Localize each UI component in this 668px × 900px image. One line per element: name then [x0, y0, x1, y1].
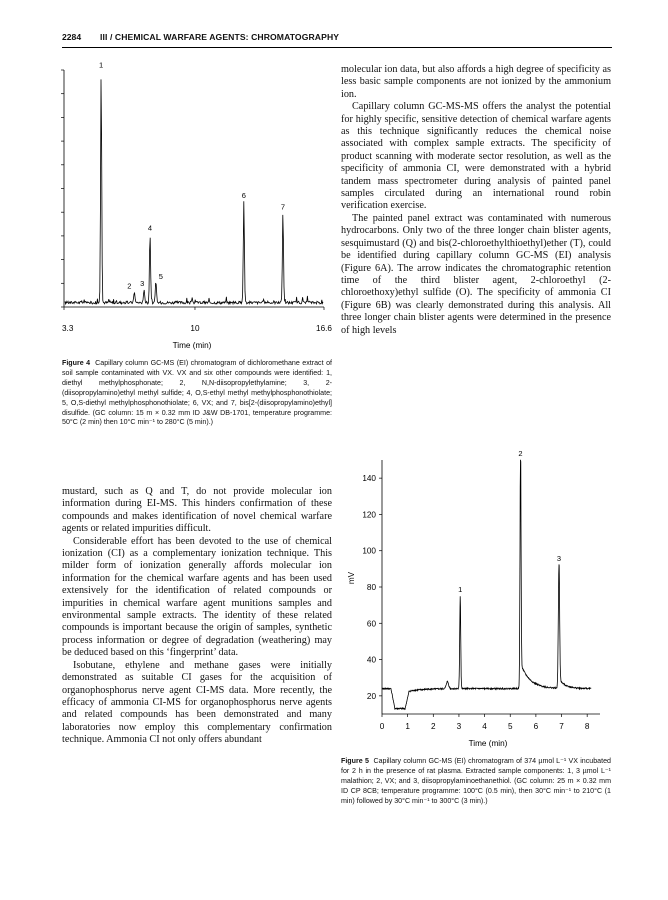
figure-4-peak-labels — [99, 61, 285, 291]
figure-5-x-tick-label: 6 — [533, 722, 539, 731]
figure-5-xlabel: Time (min) — [468, 739, 508, 748]
figure-4-peak-label: 6 — [241, 190, 246, 200]
figure-4-chromatogram — [52, 60, 332, 355]
left-column-text — [62, 486, 332, 747]
page-number: 2284 — [62, 32, 82, 42]
figure-5-y-tick-label: 140 — [362, 474, 376, 484]
left-paragraph-3: Isobutane, ethylene and methane gases were initially demonstrated as suitable CI gases for the acquisition of organophosphorus nerve agent CI-MS data. More recently, the efficacy of ammonia CI-MS for organophosphorus nerve agents and related compounds has been demonstrated and many laboratories now employ this complementary confirmation technique. Ammonia CI not only offers abundant — [62, 659, 332, 746]
figure-4-caption-text: Capillary column GC-MS (EI) chromatogram of dichloromethane extract of soil sample contaminated with VX. VX and six other compounds were identified: 1, diethyl methylphosphonate; 2, N,N-diisopropylethylamine; 3, 2-(diisopropylamino)ethyl methyl sulfide; 4, O,S-ethyl methyl methylphosphonothiolate; 5, O,S-diethyl methylphosphonothiolate; 6, VX; and 7, bis[2-(diisopropylamino)ethyl] disulfide. (GC column: 15 m × 0.32 mm ID J&W DB-1701, temperature programme: 50°C (2 min) then 10°C min⁻¹ to 280°C (5 min).) — [62, 359, 332, 427]
right-paragraph-3: The painted panel extract was contaminated with numerous hydrocarbons. Only two of the three longer chain blister agents, sesquimustard (Q) and bis(2-chloroethylthioethyl)ether (T), could be identified during capillary column GC-MS (EI) analysis (Figure 6A). The arrow indicates the chromatographic retention time of the third blister agent, 2-chloroethyl (2-chloroethoxy)ethyl sulfide (O). The specificity of ammonia CI (Figure 6B) was clearly demonstrated during this analysis. All three longer chain blister agents were determined in the presence of high levels — [341, 212, 611, 336]
figure-5-peak-label: 2 — [518, 449, 523, 458]
figure-4-x-tick-label: 10 — [190, 324, 200, 333]
figure-4-caption-label: Figure 4 — [62, 359, 91, 367]
figure-5-x-tick-label: 5 — [507, 722, 513, 731]
running-header — [62, 32, 612, 46]
figure-5-trace — [382, 460, 591, 709]
figure-4-peak-label: 3 — [140, 279, 145, 289]
figure-4-peak-label: 7 — [280, 202, 286, 212]
figure-4-peak-label: 2 — [127, 281, 132, 291]
figure-5-x-tick-label: 2 — [431, 722, 436, 731]
figure-4-peak-label: 1 — [99, 60, 104, 70]
figure-4-peak-label: 4 — [147, 223, 153, 233]
figure-5-ylabel: mV — [347, 571, 356, 585]
figure-4-x-tick-label: 16.6 — [316, 324, 332, 333]
right-column-text — [341, 64, 611, 337]
figure-4-peak-label: 5 — [158, 272, 163, 282]
right-paragraph-2: Capillary column GC-MS-MS offers the analyst the potential for highly specific, sensitive detection of chemical warfare agents as this technique significantly reduces the chemical noise associated with complex sample extracts. The specificity of product scanning with moderate sector resolution, as well as the specificity of ammonia CI, were demonstrated with a hybrid tandem mass spectrometer during analysis of painted panel samples circulated during an international round robin verification exercise. — [341, 101, 611, 212]
figure-5-x-tick-label: 1 — [405, 722, 410, 731]
figure-5-caption-text: Capillary column GC-MS (EI) chromatogram of 374 µmol L⁻¹ VX incubated for 2 h in the presence of rat plasma. Extracted sample components: 1, 3 µmol L⁻¹ malathion; 2, VX; and 3, diisopropylaminoethanethiol. (GC column: 25 m × 0.32 mm ID CP 8CB; temperature programme: 100°C (0.5 min), then 30°C min⁻¹ to 210°C (1 min) followed by 30°C min⁻¹ to 300°C (3 min).) — [341, 757, 611, 805]
header-rule — [62, 47, 612, 48]
figure-4-xlabel: Time (min) — [172, 341, 212, 350]
figure-4-trace — [65, 79, 323, 304]
figure-5-x-tick-label: 7 — [559, 722, 564, 731]
figure-5-y-tick-label: 80 — [366, 583, 376, 592]
figure-5-x-tick-label: 8 — [584, 722, 590, 731]
figure-5-y-tick-label: 120 — [362, 510, 376, 520]
figure-5-y-tick-label: 100 — [362, 546, 376, 556]
figure-5-peak-label: 3 — [556, 554, 562, 564]
figure-5-tick-labels — [362, 474, 590, 731]
figure-4-caption — [62, 359, 332, 428]
figure-5-x-tick-label: 4 — [482, 722, 487, 731]
figure-5-x-tick-label: 0 — [379, 722, 385, 731]
figure-5-y-tick-label: 20 — [366, 691, 376, 701]
figure-5-peak-label: 1 — [458, 585, 463, 595]
figure-5-y-tick-label: 60 — [366, 619, 376, 629]
figure-5-peak-labels — [458, 449, 561, 594]
left-paragraph-2: Considerable effort has been devoted to the use of chemical ionization (CI) as a complementary ionization technique. This milder form of ionization generally affords molecular ion information for the chemical warfare agents and has been used extensively for the identification of related compounds or impurities in chemical warfare agent munitions samples and environmental sample extracts. The identity of these related compounds is important because the origin of samples, synthetic process information or degree of degradation (weathering) may be deduced based on this ‘fingerprint’ data. — [62, 535, 332, 659]
left-paragraph-1: mustard, such as Q and T, do not provide molecular ion information during EI-MS. This hinders confirmation of these compounds and makes identification of novel chemical warfare agents or related impurities difficult. — [62, 486, 332, 535]
figure-4-tick-labels — [62, 324, 332, 333]
figure-5-caption — [341, 757, 611, 807]
right-paragraph-1: molecular ion data, but also affords a high degree of specificity as less basic sample components are not ionized by the ammonium ion. — [341, 64, 611, 100]
figure-5-chromatogram — [338, 436, 618, 751]
running-title: III / CHEMICAL WARFARE AGENTS: CHROMATOGRAPHY — [100, 32, 340, 42]
figure-5-x-tick-label: 3 — [456, 722, 462, 731]
figure-5-caption-label: Figure 5 — [341, 757, 369, 765]
figure-5-axes — [379, 460, 600, 717]
figure-4-x-tick-label: 3.3 — [62, 324, 74, 333]
figure-5-y-tick-label: 40 — [366, 655, 376, 665]
